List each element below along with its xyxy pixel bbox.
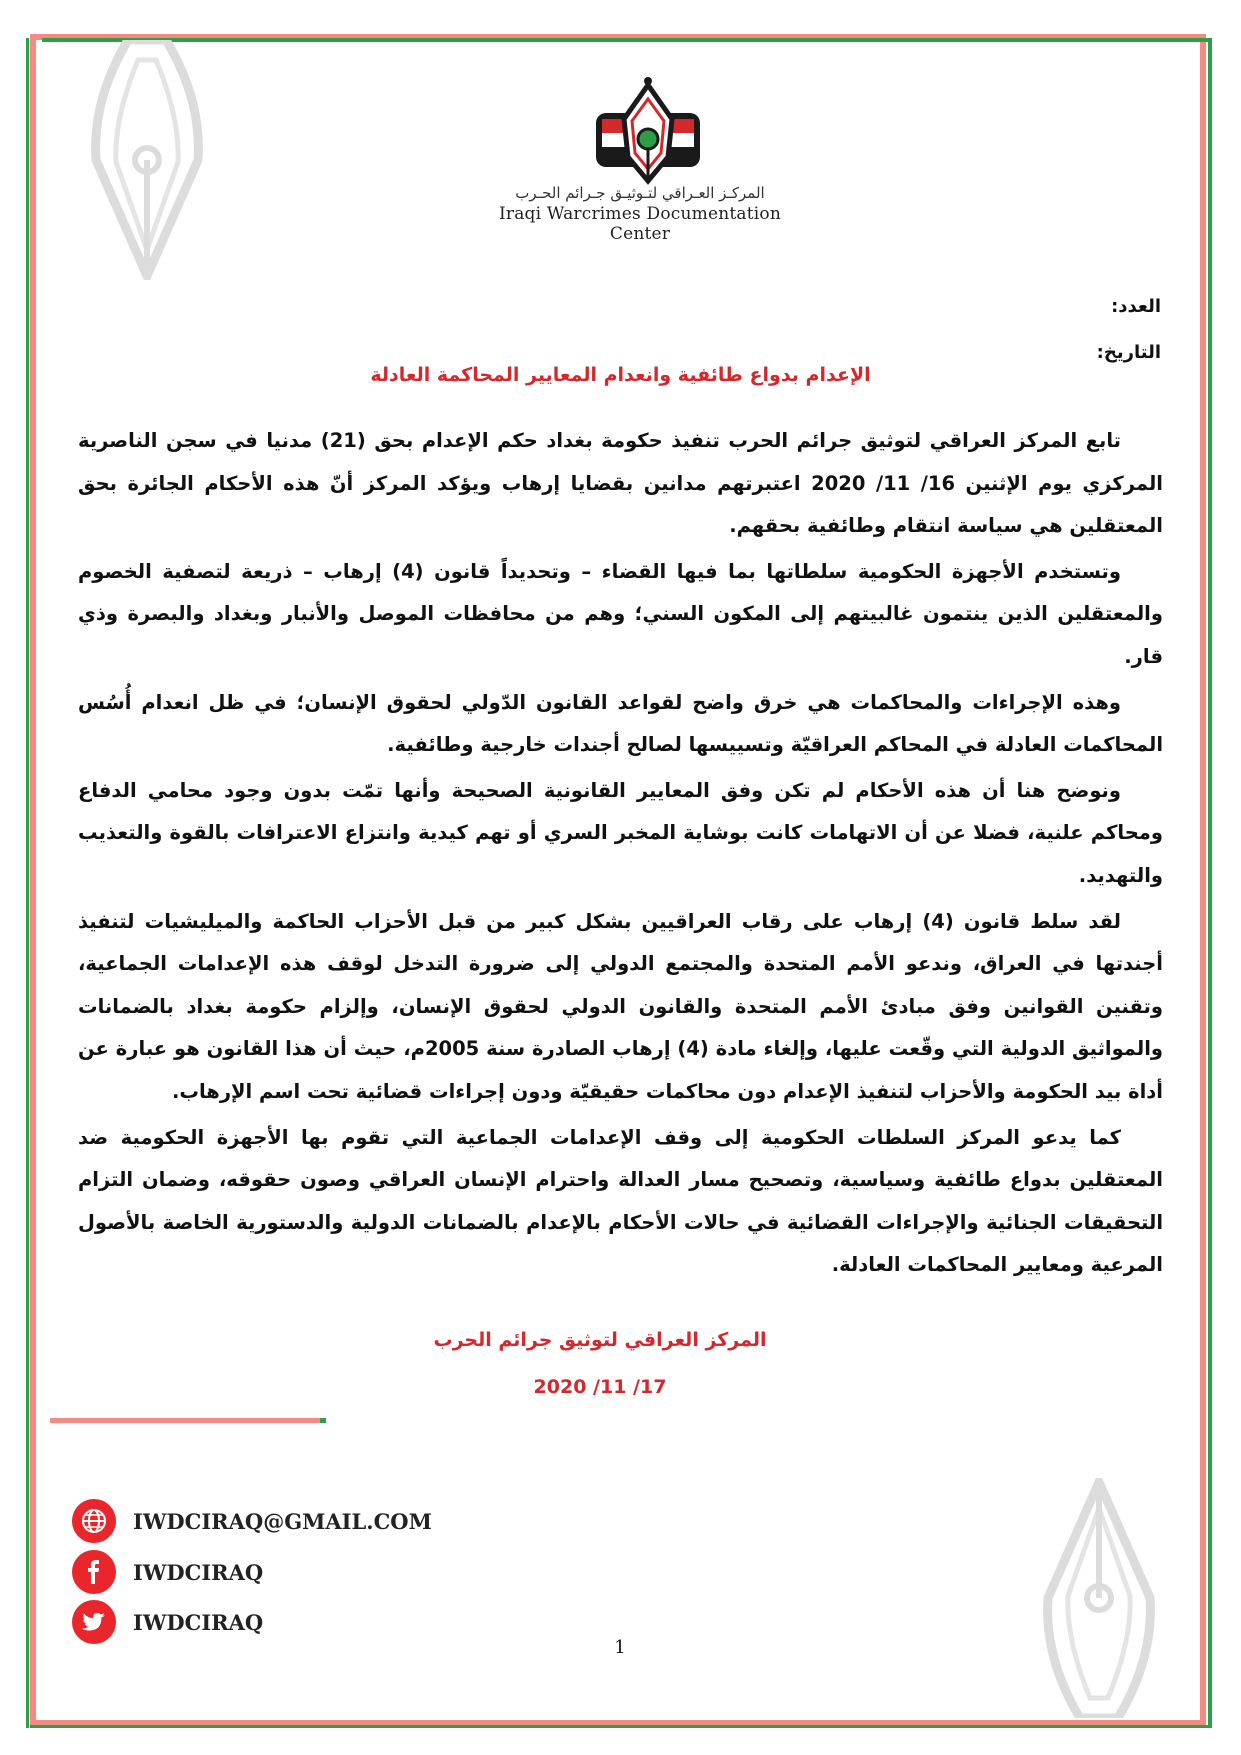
footer-separator-green	[320, 1418, 326, 1423]
date-label: التاريخ:	[1096, 342, 1161, 363]
page-frame-green-left	[26, 38, 29, 1728]
contact-facebook[interactable]	[72, 1550, 263, 1594]
logo-text-english: Iraqi Warcrimes Documentation Center	[498, 204, 782, 244]
contact-email[interactable]	[72, 1499, 432, 1543]
body-paragraph-3: وهذه الإجراءات والمحاكمات هي خرق واضح لقواعد القانون الدّولي لحقوق الإنسان؛ في ظل انعدام أُسُس المحاكمات العادلة في المحاكم العراقيّة وتسييسها لصالح أجندات خارجية وطائفية.	[78, 690, 1163, 757]
reference-number-label: العدد:	[1111, 296, 1161, 317]
pen-nib-watermark-top-left-icon	[88, 40, 206, 280]
page-frame-green-top	[42, 38, 1212, 42]
pen-nib-watermark-bottom-right-icon	[1040, 1478, 1158, 1718]
facebook-icon	[72, 1550, 116, 1594]
body-paragraph-6: كما يدعو المركز السلطات الحكومية إلى وقف الإعدامات الجماعية التي تقوم بها الأجهزة الحكومية ضد المعتقلين بدواع طائفية وسياسية، وتصحيح مسار العدالة واحترام الإنسان العراقي وصون حقوقه، وضمان التزام التحقيقات الجنائية والإجراءات القضائية في حالات الأحكام بالإعدام بالضمانات الدولية والدستورية الخاصة بالأصول المرعية ومعايير المحاكمات العادلة.	[78, 1125, 1163, 1277]
footer-separator-red	[50, 1418, 320, 1423]
body-paragraph-2: وتستخدم الأجهزة الحكومية سلطاتها بما فيها القضاء – وتحديداً قانون (4) إرهاب – ذريعة لتصفية الخصوم والمعتقلين الذين ينتمون غالبيتهم إلى المكون السني؛ وهم من محافظات الموصل والأنبار وبغداد والبصرة وذي قار.	[78, 559, 1163, 668]
document-body	[78, 420, 1163, 1290]
body-paragraph-5: لقد سلط قانون (4) إرهاب على رقاب العراقيين بشكل كبير من قبل الأحزاب الحاكمة والميليشيات لتنفيذ أجندتها في العراق، وندعو الأمم المتحدة والمجتمع الدولي إلى ضرورة التدخل لوقف هذه الإعدامات الجماعية، وتقنين القوانين وفق مبادئ الأمم المتحدة والقانون الدولي لحقوق الإنسان، وإلزام حكومة بغداد بالضمانات والمواثيق الدولية التي وقّعت عليها، وإلغاء مادة (4) إرهاب الصادرة سنة 2005م، حيث أن هذا القانون هو عبارة عن أداة بيد الحكومة والأحزاب لتنفيذ الإعدام دون محاكمات حقيقيّة ودون إجراءات قضائية تحت اسم الإرهاب.	[78, 909, 1163, 1103]
body-paragraph-4: ونوضح هنا أن هذه الأحكام لم تكن وفق المعايير القانونية الصحيحة وأنها تمّت بدون وجود محامي الدفاع ومحاكم علنية، فضلا عن أن الاتهامات كانت بوشاية المخبر السري أو تهم كيدية وانتزاع الاعترافات بالقوة والتعذيب والتهديد.	[78, 778, 1163, 887]
signature-date: 17/ 11/ 2020	[533, 1376, 667, 1398]
page-number: 1	[614, 1637, 626, 1658]
signature-organization: المركز العراقي لتوثيق جرائم الحرب	[433, 1329, 767, 1351]
contact-twitter-text: IWDCIRAQ	[133, 1609, 264, 1635]
document-title: الإعدام بدواع طائفية وانعدام المعايير المحاكمة العادلة	[370, 364, 871, 386]
logo-text-arabic: المركـز العـراقي لتـوثيـق جـرائم الحـرب	[515, 184, 765, 202]
body-paragraph-1: تابع المركز العراقي لتوثيق جرائم الحرب تنفيذ حكومة بغداد حكم الإعدام بحق (21) مدنيا في سجن الناصرية المركزي يوم الإثنين 16/ 11/ 2020 اعتبرتهم مدانين بقضايا إرهاب ويؤكد المركز أنّ هذه الأحكام الجائرة بحق المعتقلين هي سياسة انتقام وطائفية بحقهم.	[78, 429, 1163, 538]
contact-facebook-text: IWDCIRAQ	[133, 1559, 264, 1585]
page-frame-green-bottom	[30, 1725, 1212, 1728]
contact-email-text: IWDCIRAQ@GMAIL.COM	[133, 1508, 432, 1534]
twitter-icon	[72, 1600, 116, 1644]
contact-twitter[interactable]	[72, 1600, 263, 1644]
page-frame-green-right	[1208, 38, 1212, 1728]
organization-logo-icon	[588, 75, 708, 187]
globe-icon	[72, 1499, 116, 1543]
